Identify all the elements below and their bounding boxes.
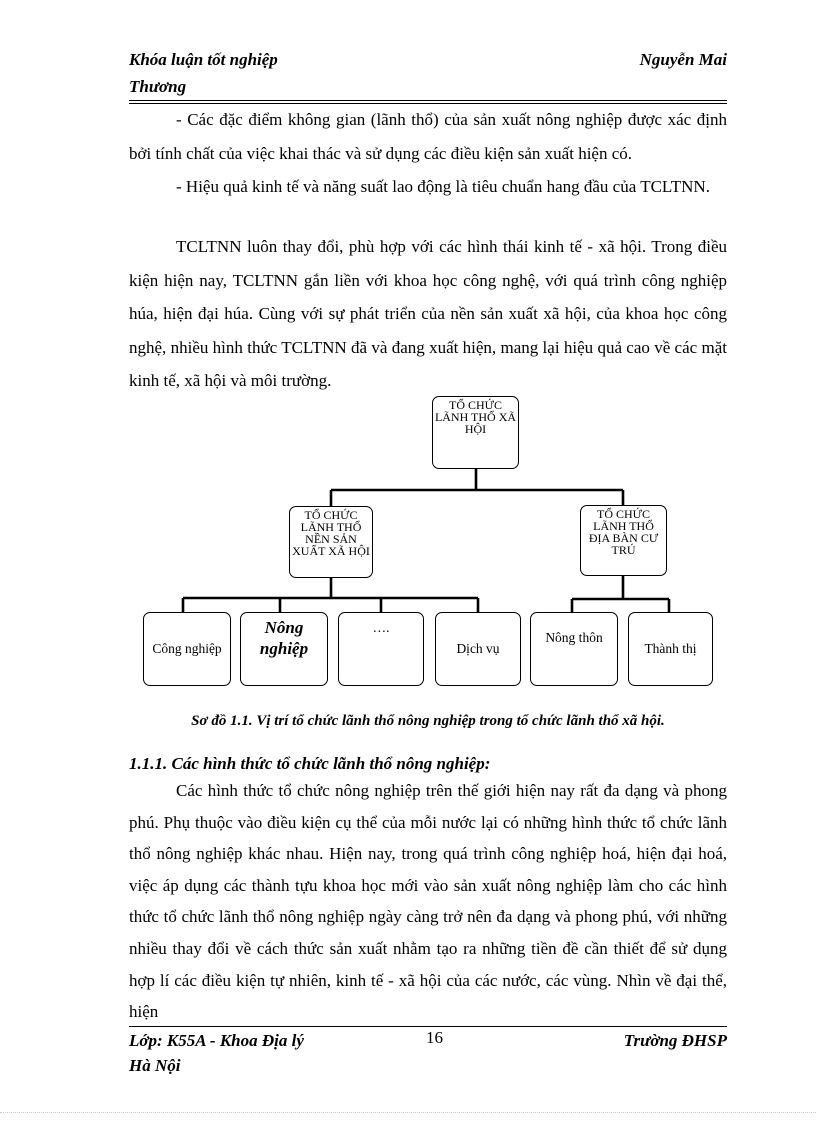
leaf-agriculture: Nông nghiệp [240,612,328,686]
footer-school: Trường ĐHSP [623,1031,727,1050]
footer-rule [129,1026,727,1027]
leaf-ellipsis: …. [338,612,424,686]
node-production-territorial-org: TỔ CHỨC LÃNH THỔ NỀN SẢN XUẤT XÃ HỘI [289,506,373,578]
page-edge-dotted-line [0,1112,816,1113]
diagram-caption: Sơ đồ 1.1. Vị trí tổ chức lãnh thổ nông nghiệp trong tổ chức lãnh thổ xã hội. [191,713,665,729]
leaf-urban: Thành thị [628,612,713,686]
page-number: 16 [426,1028,443,1047]
header-author: Nguyễn Mai [639,50,727,69]
footer-class: Lớp: K55A - Khoa Địa lý [129,1031,304,1050]
paragraph-spatial-features: - Các đặc điểm không gian (lãnh thổ) của sản xuất nông nghiệp được xác định bởi tính chất của việc khai thác và sử dụng các điều kiện sản xuất hiện có. [129,110,727,163]
leaf-services: Dịch vụ [435,612,521,686]
header-rule [129,100,727,101]
paragraph-forms: Các hình thức tổ chức nông nghiệp trên thế giới hiện nay rất đa dạng và phong phú. Phụ thuộc vào điều kiện cụ thể của mỗi nước lại có những hình thức tổ chức lãnh thổ nông nghiệp khác nhau. Hiện nay, trong quá trình công nghiệp hoá, hiện đại hoá, việc áp dụng các thành tựu khoa học mới vào sản xuất nông nghiệp làm cho các hình thức tổ chức lãnh thổ nông nghiệp ngày càng trở nên đa dạng và phong phú, với những nhiều thay đổi về cách thức sản xuất nhằm tạo ra những tiền đề cần thiết để sử dụng hợp lí các điều kiện tự nhiên, kinh tế - xã hội của các nước, các vùng. Nhìn về đại thể, hiện [129,781,727,1022]
paragraph-efficiency: - Hiệu quả kinh tế và năng suất lao động là tiêu chuẩn hang đầu của TCLTNN. [176,177,710,196]
leaf-industry: Công nghiệp [143,612,231,686]
section-heading: 1.1.1. Các hình thức tổ chức lãnh thổ nông nghiệp: [129,754,491,773]
paragraph-tcltnn: TCLTNN luôn thay đổi, phù hợp với các hình thái kinh tế - xã hội. Trong điều kiện hiện nay, TCLTNN gắn liền với khoa học công nghệ, với quá trình công nghiệp húa, hiện đại húa. Cùng với sự phát triển của nền sản xuất xã hội, của khoa học công nghệ, nhiều hình thức TCLTNN đã và đang xuất hiện, mang lại hiệu quả cao về các mặt kinh tế, xã hội và môi trường. [129,237,727,390]
leaf-rural: Nông thôn [530,612,618,686]
node-social-territorial-org: TỔ CHỨC LÃNH THỔ XÃ HỘI [432,396,519,469]
footer-class-continued: Hà Nội [129,1056,181,1075]
node-residential-territorial-org: TỔ CHỨC LÃNH THỔ ĐỊA BÀN CƯ TRÚ [580,505,667,576]
header-title-continued: Thương [129,77,187,96]
header-title: Khóa luận tốt nghiệp [129,50,278,69]
